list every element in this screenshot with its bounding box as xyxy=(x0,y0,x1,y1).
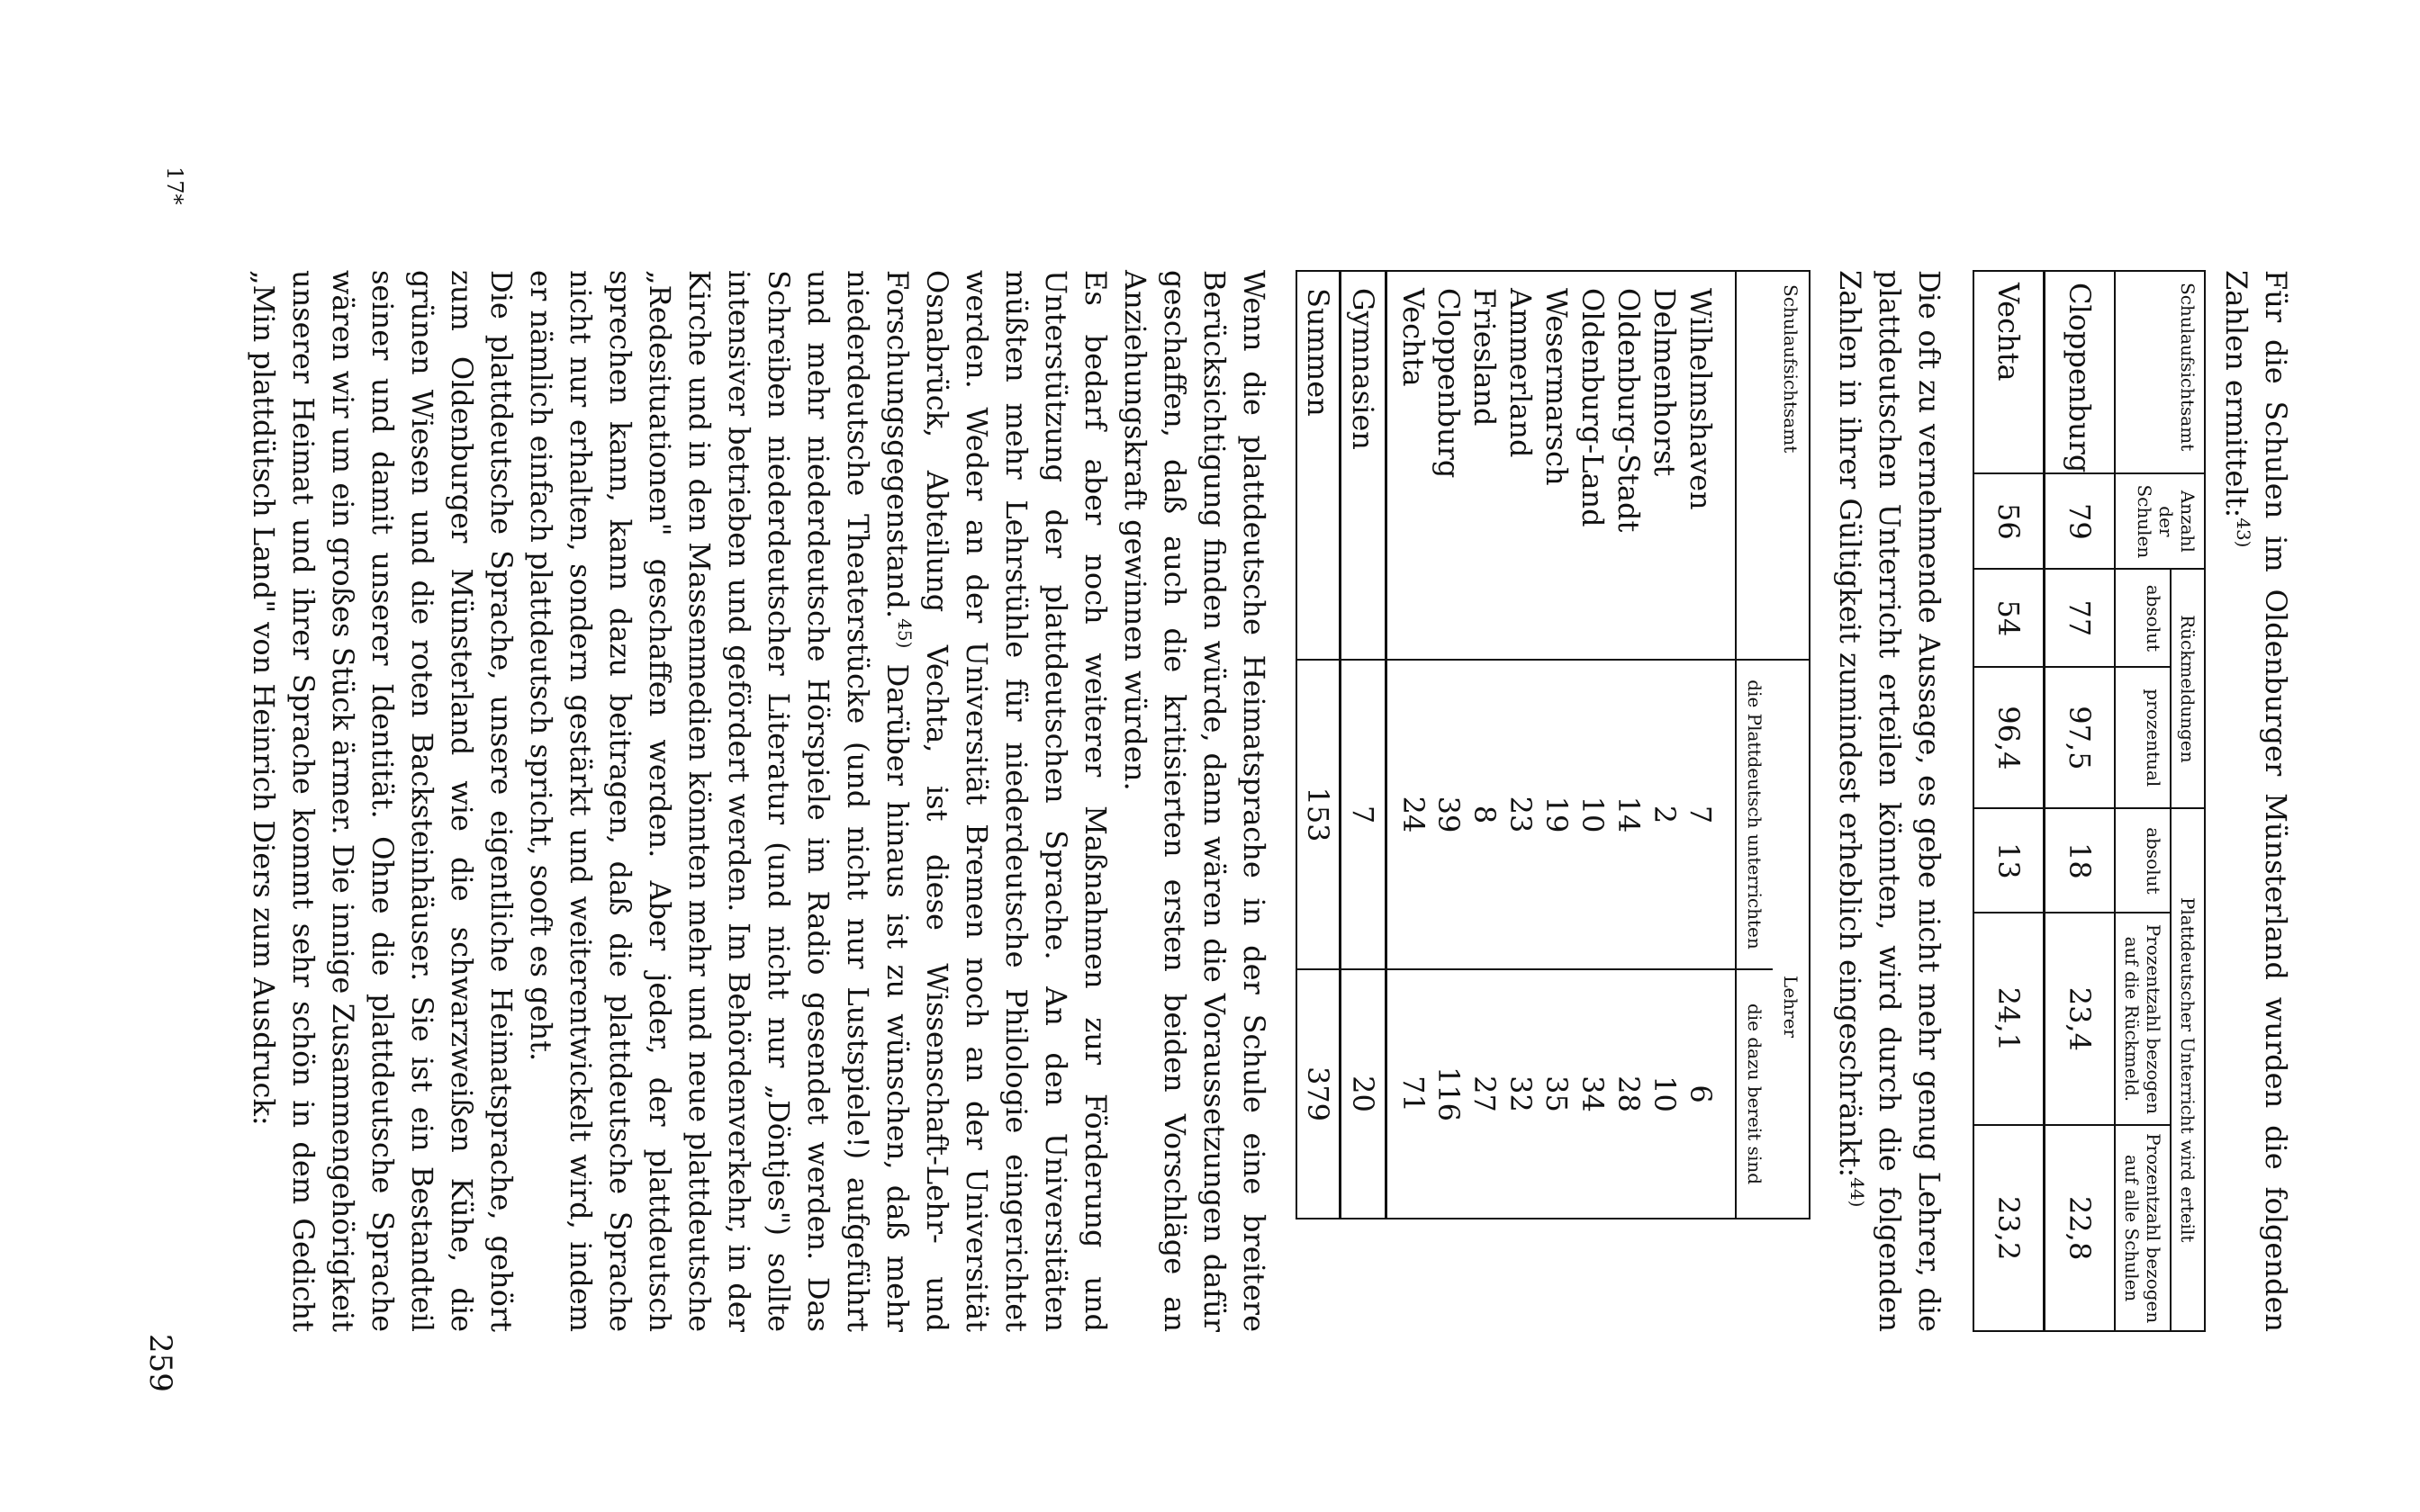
t1-header-schulaufsichtsamt: Schulaufsichtsamt xyxy=(2115,271,2205,473)
table2-header-row-1 xyxy=(1773,271,1810,1219)
t1-cell-platt-absolut: 13 xyxy=(1973,808,2045,913)
t1-cell-prozent-alle: 23,2 xyxy=(1973,1125,2045,1331)
t2-cell-bereit: 10 xyxy=(1647,969,1683,1219)
t1-cell-absolut: 54 xyxy=(1973,569,2045,667)
paragraph-identitaet: Die plattdeutsche Sprache, unsere eigentliche Heimatsprache, gehört zum Oldenburger Münsterland wie die schwarzweißen Kühe, die grünen Wiesen und die roten Backsteinhäuser. Sie ist ein Bestandteil seiner und damit unserer Identität. Ohne die plattdeutsche Sprache wären wir um ein großes Stück ärmer. Die innige Zusammengehörigkeit unserer Heimat und ihrer Sprache kommt sehr schön in dem Gedicht „Min plattdütsch Land" von Heinrich Diers zum Ausdruck: xyxy=(247,270,519,1332)
footnote-ref-44: 44) xyxy=(1847,1177,1868,1208)
teacher-table xyxy=(1296,270,1810,1220)
t1-header-prozent-alle: Prozentzahl bezogen auf alle Schulen xyxy=(2115,1125,2171,1331)
t1-cell-platt-absolut: 18 xyxy=(2045,808,2116,913)
t2-cell-name: Oldenburg-Land xyxy=(1575,271,1611,660)
t1-cell-prozentual: 97,5 xyxy=(2045,667,2116,808)
t2-cell-bereit: 6 xyxy=(1683,969,1736,1219)
table-row xyxy=(1431,271,1467,1219)
t2-cell-bereit: 20 xyxy=(1341,969,1386,1219)
t2-cell-name: Wilhelmshaven xyxy=(1683,271,1736,660)
t2-cell-name: Ammerland xyxy=(1503,271,1539,660)
t1-cell-anzahl: 79 xyxy=(2045,473,2116,569)
t2-cell-bereit: 32 xyxy=(1503,969,1539,1219)
t1-cell-prozent-rueck: 23,4 xyxy=(2045,913,2116,1125)
table-row xyxy=(1575,271,1611,1219)
t1-cell-prozent-alle: 22,8 xyxy=(2045,1125,2116,1331)
t2-cell-name: Gymnasien xyxy=(1341,271,1386,660)
table-row xyxy=(1611,271,1647,1219)
t2-cell-bereit: 71 xyxy=(1386,969,1431,1219)
t2-header-schulaufsichtsamt: Schulaufsichtsamt xyxy=(1736,271,1810,660)
t1-cell-prozentual: 96,4 xyxy=(1973,667,2045,808)
intro-paragraph: Für die Schulen im Oldenburger Münsterland wurden die folgenden Zahlen ermittelt:$^{43)}$ xyxy=(2219,270,2293,1332)
t2-cell-name: Cloppenburg xyxy=(1431,271,1467,660)
t2-cell-unterrichten: 153 xyxy=(1296,660,1341,969)
table-row xyxy=(1647,271,1683,1219)
t2-header-bereit: die dazu bereit sind xyxy=(1736,969,1773,1219)
t2-cell-bereit: 28 xyxy=(1611,969,1647,1219)
paragraph-massnahmen: Es bedarf aber noch weiterer Maßnahmen zur Förderung und Unterstützung der plattdeutschen Sprache. An den Universitäten müßten mehr Lehrstühle für niederdeutsche Philologie eingerichtet werden. Weder an der Universität Bremen noch an der Universität Osnabrück, Abteilung Vechta, ist diese Wissenschaft-Lehr- und Forschungsgegenstand.$^{45)}$ Darüber hinaus ist zu wünschen, daß mehr niederdeutsche Theaterstücke (und nicht nur Lustspiele!) aufgeführt und mehr niederdeutsche Hörspiele im Radio gesendet werden. Das Schreiben niederdeutscher Literatur (und nicht nur „Döntjes") sollte intensiver betrieben und gefördert werden. Im Behördenverkehr, in der Kirche und in den Massenmedien könnten mehr und neue plattdeutsche „Redesituationen" geschaffen werden. Aber jeder, der plattdeutsch sprechen kann, kann dazu beitragen, daß die plattdeutsche Sprache nicht nur erhalten, sondern gestärkt und weiterentwickelt wird, indem er nämlich einfach plattdeutsch spricht, sooft es geht. xyxy=(524,270,1113,1333)
t2-cell-name: Summen xyxy=(1296,271,1341,660)
t2-header-lehrer: Lehrer xyxy=(1773,660,1810,1219)
t2-cell-unterrichten: 14 xyxy=(1611,660,1647,969)
t2-cell-unterrichten: 19 xyxy=(1539,660,1575,969)
t2-cell-unterrichten: 2 xyxy=(1647,660,1683,969)
t1-header-rueckmeldungen: Rückmeldungen xyxy=(2171,569,2205,808)
t2-cell-unterrichten: 39 xyxy=(1431,660,1467,969)
t1-cell-prozent-rueck: 24,1 xyxy=(1973,913,2045,1125)
t2-header-unterrichten: die Plattdeutsch unterrichten xyxy=(1736,660,1773,969)
table-row xyxy=(1539,271,1575,1219)
table-row xyxy=(1467,271,1503,1219)
table-row xyxy=(1973,271,2045,1331)
table-row-gymnasien xyxy=(1341,271,1386,1219)
paragraph-heimatsprache: Wenn die plattdeutsche Heimatsprache in der Schule eine breitere Berücksichtigung finden würde, dann wären die Voraussetzungen dafür geschaffen, daß auch die kritisierten ersten beiden Vorschläge an Anziehungskraft gewinnen würden. xyxy=(1118,270,1271,1332)
t2-cell-unterrichten: 23 xyxy=(1503,660,1539,969)
t1-cell-name: Cloppenburg xyxy=(2045,271,2116,473)
t1-header-prozentual: prozentual xyxy=(2115,667,2171,808)
t2-cell-name: Delmenhorst xyxy=(1647,271,1683,660)
table-row xyxy=(1386,271,1431,1219)
t2-cell-name: Friesland xyxy=(1467,271,1503,660)
table1-header-row-1 xyxy=(2171,271,2205,1331)
t2-cell-name: Oldenburg-Stadt xyxy=(1611,271,1647,660)
table-row xyxy=(2045,271,2116,1331)
t2-cell-bereit: 34 xyxy=(1575,969,1611,1219)
footnote-ref-43: 43) xyxy=(2233,518,2254,548)
t1-header-platt-absolut: absolut xyxy=(2115,808,2171,913)
t1-cell-name: Vechta xyxy=(1973,271,2045,473)
t2-cell-bereit: 379 xyxy=(1296,969,1341,1219)
paragraph-lehrer: Die oft zu vernehmende Aussage, es gebe nicht mehr genug Lehrer, die plattdeutschen Unterricht erteilen könnten, wird durch die folgenden Zahlen in ihrer Gültigkeit zumindest erheblich eingeschränkt:$^{44)}$ xyxy=(1833,270,1946,1332)
t2-cell-unterrichten: 24 xyxy=(1386,660,1431,969)
t2-cell-bereit: 27 xyxy=(1467,969,1503,1219)
page-number: 259 xyxy=(142,1334,178,1392)
t2-cell-bereit: 35 xyxy=(1539,969,1575,1219)
table-row-summen xyxy=(1296,271,1341,1219)
t2-cell-name: Vechta xyxy=(1386,271,1431,660)
school-statistics-table xyxy=(1973,270,2206,1332)
page-content xyxy=(244,270,2296,1332)
t2-cell-name: Wesermarsch xyxy=(1539,271,1575,660)
t1-header-absolut: absolut xyxy=(2115,569,2171,667)
t1-header-prozent-rueck: Prozentzahl bezogen auf die Rückmeld. xyxy=(2115,913,2171,1125)
footnote-ref-45: 45) xyxy=(894,618,916,649)
t1-header-platt: Plattdeutscher Unterricht wird erteilt xyxy=(2171,808,2205,1331)
t1-header-anzahl: Anzahl der Schulen xyxy=(2115,473,2205,569)
signature-mark: 17* xyxy=(162,166,187,205)
table-row xyxy=(1503,271,1539,1219)
t2-cell-unterrichten: 7 xyxy=(1683,660,1736,969)
table-row xyxy=(1683,271,1736,1219)
t1-cell-anzahl: 56 xyxy=(1973,473,2045,569)
t2-cell-unterrichten: 7 xyxy=(1341,660,1386,969)
t2-cell-unterrichten: 10 xyxy=(1575,660,1611,969)
t2-cell-bereit: 116 xyxy=(1431,969,1467,1219)
t2-cell-unterrichten: 8 xyxy=(1467,660,1503,969)
t1-cell-absolut: 77 xyxy=(2045,569,2116,667)
